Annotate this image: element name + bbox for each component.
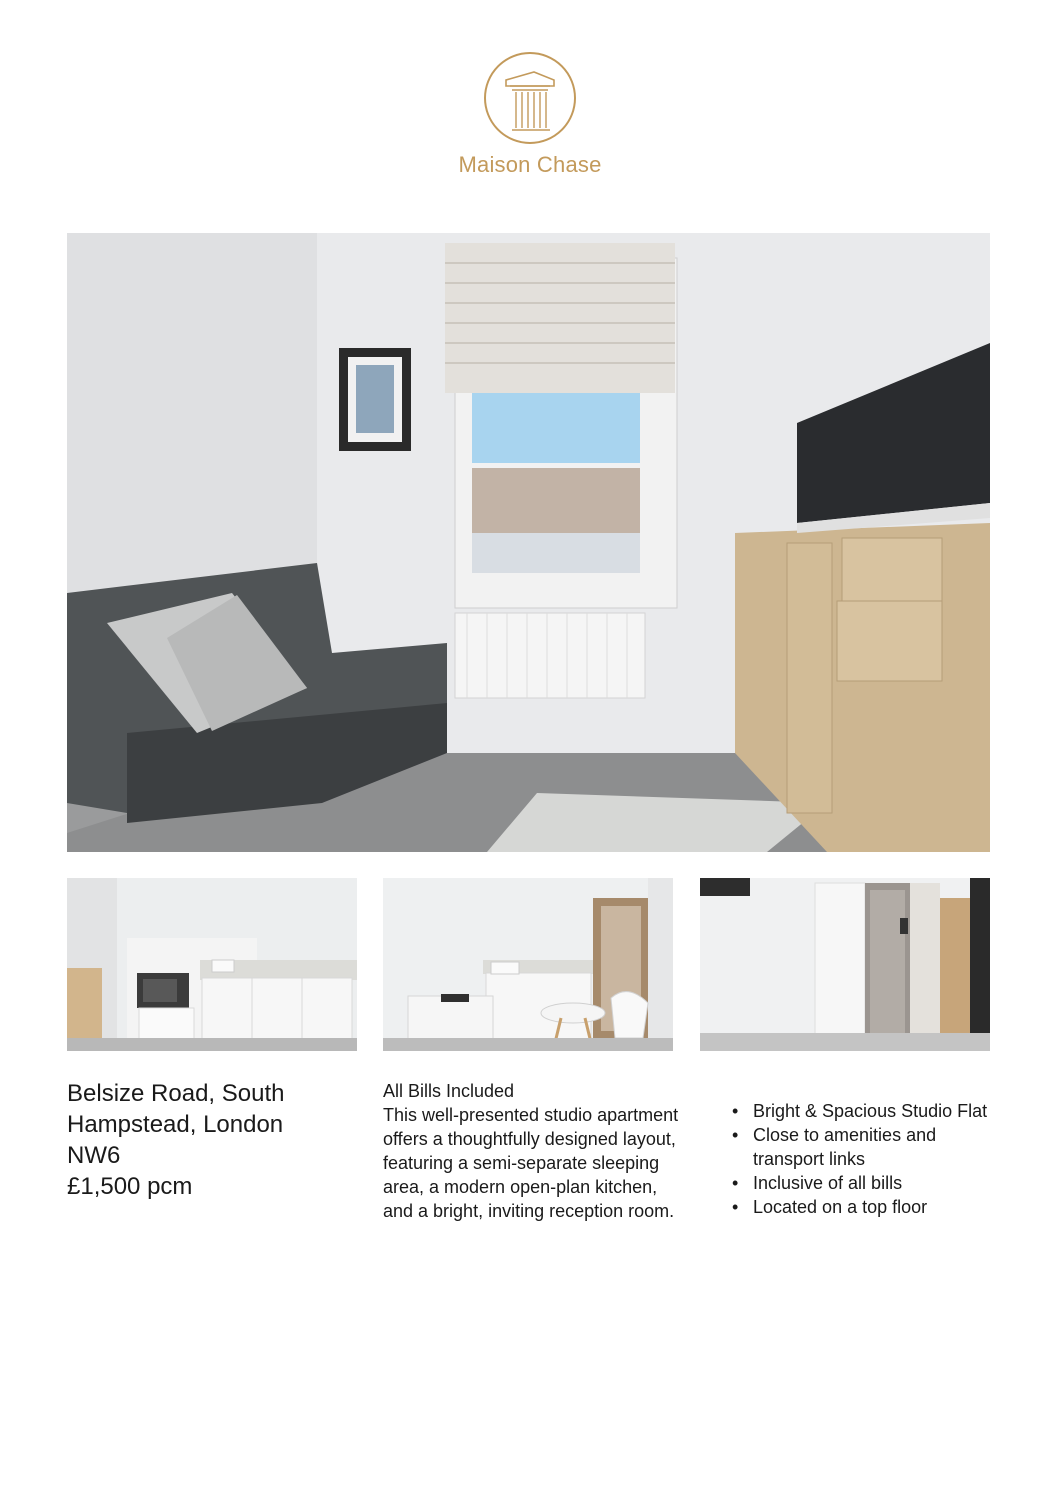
feature-item: • Close to amenities and transport links [732, 1123, 1002, 1171]
features-list [732, 1099, 1002, 1219]
description-body: This well-presented studio apartment offers a thoughtfully designed layout, featuring a semi-separate sleeping area, a modern open-plan kitchen, and a bright, inviting reception room. [383, 1105, 679, 1221]
living-room-photo [67, 233, 990, 852]
property-description [383, 1079, 683, 1223]
kitchen-photo [67, 878, 357, 1051]
address-line-2: Hampstead, London [67, 1111, 284, 1138]
hallway-wardrobe-photo [700, 878, 990, 1051]
address-line-1: Belsize Road, South [67, 1080, 285, 1107]
feature-item: • Inclusive of all bills [732, 1171, 1002, 1195]
property-address-block [67, 1078, 347, 1202]
property-price: £1,500 pcm [67, 1173, 193, 1200]
address-postcode: NW6 [67, 1142, 121, 1169]
kitchen-dining-photo [383, 878, 673, 1051]
brand-logo [450, 50, 610, 185]
column-emblem-icon [482, 50, 578, 146]
description-heading: All Bills Included [383, 1081, 515, 1101]
brand-name: Maison Chase [458, 152, 602, 177]
feature-item: • Located on a top floor [732, 1195, 1002, 1219]
feature-item: • Bright & Spacious Studio Flat [732, 1099, 1002, 1123]
